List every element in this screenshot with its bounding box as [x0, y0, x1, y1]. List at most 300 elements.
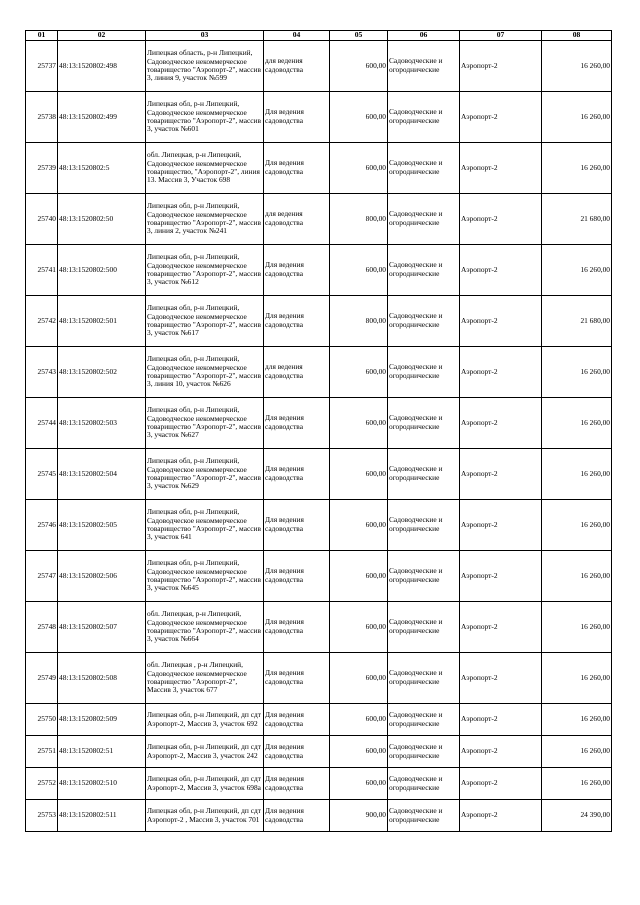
address-cell-text: обл. Липецкая, р-н Липецкий, Садоводческое некоммерческое товарищество, "Аэропорт-2", линия 13. Массив 3, Участок 698: [147, 151, 260, 185]
permitted-use: [264, 449, 330, 500]
land-category-text: Садоводческие и огороднические: [389, 414, 443, 431]
cadastral-number: [58, 398, 146, 449]
cadastral-value: [542, 245, 612, 296]
address-cell-text: Липецкая обл, р-н Липецкий, Садоводческое некоммерческое товарищество "Аэропорт-2", массив 3, участок №617: [147, 304, 261, 338]
permitted-use: [264, 194, 330, 245]
cadastral-value: [542, 41, 612, 92]
cadastral-value: [542, 551, 612, 602]
land-category: [388, 194, 460, 245]
area-cell: [330, 800, 388, 832]
cadastral-number: [58, 245, 146, 296]
land-category-text: Садоводческие и огороднические: [389, 210, 443, 227]
row-number: [26, 800, 58, 832]
permitted-use: [264, 296, 330, 347]
cadastral-number-text: 48:13:1520802:510: [59, 779, 117, 788]
area-cell-text: 600,00: [365, 163, 386, 172]
partnership-name: [460, 449, 542, 500]
land-category-text: Садоводческие и огороднические: [389, 465, 443, 482]
address-cell: [146, 602, 264, 653]
address-cell-text: Липецкая обл, р-н Липецкий, Садоводческое некоммерческое товарищество "Аэропорт-2", массив 3, участок №629: [147, 457, 261, 491]
table-row: [26, 768, 612, 800]
land-category-text: Садоводческие и огороднические: [389, 363, 443, 380]
permitted-use: [264, 398, 330, 449]
table-row: [26, 653, 612, 704]
table-body: [26, 41, 612, 832]
partnership-name: [460, 143, 542, 194]
row-number-text: 25751: [37, 747, 56, 756]
address-cell: [146, 449, 264, 500]
permitted-use-text: Для ведения садоводства: [265, 806, 304, 824]
column-header-01: 01: [26, 31, 58, 41]
land-category-text: Садоводческие и огороднические: [389, 774, 443, 792]
partnership-name: [460, 92, 542, 143]
permitted-use: [264, 500, 330, 551]
land-category: [388, 398, 460, 449]
partnership-name: [460, 398, 542, 449]
permitted-use-text: для ведения садоводства: [265, 57, 303, 74]
table-row: [26, 92, 612, 143]
cadastral-value-text: 16 260,00: [580, 469, 610, 478]
cadastral-value-text: 16 260,00: [580, 367, 610, 376]
area-cell: [330, 449, 388, 500]
address-cell: [146, 245, 264, 296]
partnership-name: [460, 500, 542, 551]
permitted-use-text: Для ведения садоводства: [265, 159, 304, 176]
address-cell-text: Липецкая обл, р-н Липецкий, Садоводческое некоммерческое товарищество "Аэропорт-2", массив 3, участок №612: [147, 253, 261, 287]
cadastral-value: [542, 602, 612, 653]
land-category: [388, 41, 460, 92]
row-number: [26, 500, 58, 551]
land-category: [388, 449, 460, 500]
partnership-name: [460, 41, 542, 92]
address-cell-text: Липецкая обл, р-н Липецкий, дп сдт Аэропорт-2 , Массив 3, участок 701: [147, 807, 261, 824]
area-cell-text: 600,00: [365, 673, 386, 682]
address-cell-text: Липецкая обл, р-н Липецкий, дп сдт Аэропорт-2, Массив 3, участок 698а: [147, 775, 261, 792]
permitted-use: [264, 92, 330, 143]
cadastral-number-text: 48:13:1520802:509: [59, 715, 117, 724]
partnership-name-text: Аэропорт-2: [461, 747, 498, 756]
cadastral-number-text: 48:13:1520802:501: [59, 316, 117, 325]
partnership-name-text: Аэропорт-2: [461, 622, 498, 631]
permitted-use-text: Для ведения садоводства: [265, 414, 304, 431]
area-cell-text: 600,00: [365, 265, 386, 274]
address-cell: [146, 194, 264, 245]
row-number-text: 25741: [37, 265, 56, 274]
partnership-name: [460, 347, 542, 398]
area-cell: [330, 41, 388, 92]
cadastral-number: [58, 449, 146, 500]
table-row: [26, 296, 612, 347]
cadastral-value-text: 16 260,00: [580, 112, 610, 121]
partnership-name: [460, 653, 542, 704]
row-number-text: 25740: [37, 214, 56, 223]
permitted-use-text: Для ведения садоводства: [265, 465, 304, 482]
row-number-text: 25750: [37, 715, 56, 724]
row-number: [26, 602, 58, 653]
permitted-use: [264, 602, 330, 653]
address-cell: [146, 92, 264, 143]
land-category: [388, 653, 460, 704]
partnership-name-text: Аэропорт-2: [461, 265, 498, 274]
cadastral-number-text: 48:13:1520802:51: [59, 747, 114, 756]
row-number-text: 25742: [37, 316, 56, 325]
permitted-use: [264, 41, 330, 92]
partnership-name: [460, 704, 542, 736]
partnership-name: [460, 768, 542, 800]
permitted-use-text: Для ведения садоводства: [265, 742, 304, 760]
area-cell: [330, 92, 388, 143]
land-category-text: Садоводческие и огороднические: [389, 159, 443, 176]
address-cell-text: Липецкая обл, р-н Липецкий, дп сдт Аэропорт-2, Массив 3, участок 242: [147, 743, 261, 760]
address-cell: [146, 653, 264, 704]
cadastral-value-text: 24 390,00: [580, 811, 610, 820]
partnership-name: [460, 602, 542, 653]
cadastral-number: [58, 92, 146, 143]
permitted-use-text: Для ведения садоводства: [265, 312, 304, 329]
area-cell-text: 600,00: [365, 367, 386, 376]
area-cell-text: 800,00: [365, 214, 386, 223]
land-category: [388, 92, 460, 143]
partnership-name-text: Аэропорт-2: [461, 316, 498, 325]
permitted-use: [264, 653, 330, 704]
cadastral-value: [542, 653, 612, 704]
address-cell-text: Липецкая обл, р-н Липецкий, Садоводческое некоммерческое товарищество "Аэропорт-2", массив 3, участок №601: [147, 100, 261, 134]
address-cell: [146, 347, 264, 398]
cadastral-value: [542, 736, 612, 768]
partnership-name-text: Аэропорт-2: [461, 418, 498, 427]
partnership-name: [460, 551, 542, 602]
partnership-name-text: Аэропорт-2: [461, 367, 498, 376]
partnership-name: [460, 245, 542, 296]
row-number-text: 25738: [37, 112, 56, 121]
land-category-text: Садоводческие и огороднические: [389, 618, 443, 635]
column-header-02: 02: [58, 31, 146, 41]
land-category: [388, 296, 460, 347]
cadastral-number-text: 48:13:1520802:503: [59, 418, 117, 427]
table-row: [26, 398, 612, 449]
row-number: [26, 398, 58, 449]
address-cell-text: Липецкая обл, р-н Липецкий, Садоводческое некоммерческое товарищество "Аэропорт-2", массив 3, линия 2, участок №241: [147, 202, 261, 236]
area-cell: [330, 653, 388, 704]
land-category-text: Садоводческие и огороднические: [389, 742, 443, 760]
cadastral-value: [542, 449, 612, 500]
area-cell-text: 600,00: [365, 571, 386, 580]
cadastral-value: [542, 347, 612, 398]
cadastral-value-text: 16 260,00: [580, 571, 610, 580]
area-cell-text: 600,00: [365, 747, 386, 756]
area-cell: [330, 296, 388, 347]
partnership-name: [460, 296, 542, 347]
cadastral-number-text: 48:13:1520802:499: [59, 112, 117, 121]
partnership-name-text: Аэропорт-2: [461, 469, 498, 478]
land-category: [388, 736, 460, 768]
area-cell-text: 600,00: [365, 112, 386, 121]
cadastral-number: [58, 296, 146, 347]
land-registry-table: [25, 30, 612, 832]
address-cell: [146, 143, 264, 194]
permitted-use-text: Для ведения садоводства: [265, 567, 304, 584]
land-category: [388, 800, 460, 832]
row-number: [26, 736, 58, 768]
row-number: [26, 704, 58, 736]
area-cell-text: 600,00: [365, 779, 386, 788]
row-number-text: 25745: [37, 469, 56, 478]
address-cell-text: обл. Липецкая , р-н Липецкий, Садоводческое некоммерческое товарищество "Аэропорт-2", Массив 3, участок 677: [147, 661, 247, 695]
land-category-text: Садоводческие и огороднические: [389, 567, 443, 584]
address-cell-text: Липецкая обл, р-н Липецкий, Садоводческое некоммерческое товарищество "Аэропорт-2", массив 3, участок №645: [147, 559, 261, 593]
cadastral-number-text: 48:13:1520802:505: [59, 520, 117, 529]
partnership-name: [460, 736, 542, 768]
land-category: [388, 602, 460, 653]
area-cell-text: 600,00: [365, 622, 386, 631]
table-row: [26, 602, 612, 653]
column-header-04: 04: [264, 31, 330, 41]
cadastral-number-text: 48:13:1520802:506: [59, 571, 117, 580]
cadastral-number: [58, 500, 146, 551]
cadastral-value: [542, 768, 612, 800]
permitted-use-text: для ведения садоводства: [265, 210, 303, 227]
land-category-text: Садоводческие и огороднические: [389, 710, 443, 728]
permitted-use-text: Для ведения садоводства: [265, 618, 304, 635]
permitted-use-text: Для ведения садоводства: [265, 774, 304, 792]
row-number-text: 25737: [37, 61, 56, 70]
cadastral-value-text: 16 260,00: [580, 715, 610, 724]
area-cell: [330, 194, 388, 245]
partnership-name-text: Аэропорт-2: [461, 163, 498, 172]
cadastral-value-text: 16 260,00: [580, 779, 610, 788]
address-cell: [146, 41, 264, 92]
partnership-name-text: Аэропорт-2: [461, 673, 498, 682]
partnership-name-text: Аэропорт-2: [461, 811, 498, 820]
row-number-text: 25749: [37, 673, 56, 682]
row-number-text: 25744: [37, 418, 56, 427]
permitted-use: [264, 800, 330, 832]
row-number: [26, 245, 58, 296]
table-row: [26, 500, 612, 551]
column-header-08: 08: [542, 31, 612, 41]
cadastral-value-text: 16 260,00: [580, 61, 610, 70]
land-category: [388, 704, 460, 736]
table-row: [26, 551, 612, 602]
permitted-use: [264, 143, 330, 194]
partnership-name-text: Аэропорт-2: [461, 715, 498, 724]
cadastral-value: [542, 143, 612, 194]
address-cell: [146, 768, 264, 800]
cadastral-number: [58, 347, 146, 398]
cadastral-number: [58, 143, 146, 194]
cadastral-number: [58, 41, 146, 92]
column-header-07: 07: [460, 31, 542, 41]
partnership-name-text: Аэропорт-2: [461, 520, 498, 529]
cadastral-number-text: 48:13:1520802:507: [59, 622, 117, 631]
cadastral-number: [58, 736, 146, 768]
cadastral-value-text: 16 260,00: [580, 265, 610, 274]
cadastral-value: [542, 500, 612, 551]
table-row: [26, 800, 612, 832]
cadastral-number: [58, 800, 146, 832]
row-number-text: 25739: [37, 163, 56, 172]
cadastral-number: [58, 602, 146, 653]
permitted-use-text: Для ведения садоводства: [265, 710, 304, 728]
partnership-name: [460, 194, 542, 245]
permitted-use: [264, 245, 330, 296]
area-cell: [330, 500, 388, 551]
table-row: [26, 736, 612, 768]
cadastral-value-text: 16 260,00: [580, 520, 610, 529]
cadastral-number-text: 48:13:1520802:500: [59, 265, 117, 274]
row-number-text: 25748: [37, 622, 56, 631]
address-cell-text: обл. Липецкая, р-н Липецкий, Садоводческое некоммерческое товарищество "Аэропорт-2", массив 3, участок №664: [147, 610, 261, 644]
cadastral-number: [58, 551, 146, 602]
address-cell: [146, 500, 264, 551]
cadastral-value-text: 16 260,00: [580, 418, 610, 427]
area-cell: [330, 551, 388, 602]
cadastral-value: [542, 296, 612, 347]
cadastral-number: [58, 194, 146, 245]
cadastral-value-text: 16 260,00: [580, 622, 610, 631]
area-cell-text: 600,00: [365, 469, 386, 478]
address-cell-text: Липецкая обл, р-н Липецкий, Садоводческое некоммерческое товарищество "Аэропорт-2", массив 3, линия 10, участок №626: [147, 355, 261, 389]
table-row: [26, 194, 612, 245]
cadastral-number-text: 48:13:1520802:50: [59, 214, 114, 223]
land-category: [388, 245, 460, 296]
partnership-name: [460, 800, 542, 832]
address-cell: [146, 800, 264, 832]
cadastral-number-text: 48:13:1520802:5: [59, 163, 110, 172]
area-cell-text: 900,00: [365, 811, 386, 820]
area-cell: [330, 602, 388, 653]
cadastral-number-text: 48:13:1520802:511: [59, 811, 117, 820]
land-category-text: Садоводческие и огороднические: [389, 516, 443, 533]
cadastral-number: [58, 653, 146, 704]
address-cell-text: Липецкая обл, р-н Липецкий, Садоводческое некоммерческое товарищество "Аэропорт-2", массив 3, участок №627: [147, 406, 261, 440]
row-number: [26, 143, 58, 194]
area-cell-text: 800,00: [365, 316, 386, 325]
land-category: [388, 347, 460, 398]
row-number: [26, 347, 58, 398]
area-cell: [330, 143, 388, 194]
permitted-use-text: Для ведения садоводства: [265, 669, 304, 686]
table-row: [26, 449, 612, 500]
land-category-text: Садоводческие и огороднические: [389, 312, 443, 329]
land-category-text: Садоводческие и огороднические: [389, 108, 443, 125]
land-category-text: Садоводческие и огороднические: [389, 806, 443, 824]
cadastral-value-text: 16 260,00: [580, 673, 610, 682]
address-cell: [146, 398, 264, 449]
row-number: [26, 194, 58, 245]
cadastral-value: [542, 92, 612, 143]
address-cell-text: Липецкая обл, р-н Липецкий, Садоводческое некоммерческое товарищество "Аэропорт-2", массив 3, участок 641: [147, 508, 261, 542]
row-number: [26, 768, 58, 800]
cadastral-number-text: 48:13:1520802:498: [59, 61, 117, 70]
partnership-name-text: Аэропорт-2: [461, 571, 498, 580]
permitted-use-text: Для ведения садоводства: [265, 516, 304, 533]
permitted-use: [264, 768, 330, 800]
table-row: [26, 245, 612, 296]
cadastral-number-text: 48:13:1520802:502: [59, 367, 117, 376]
column-header-05: 05: [330, 31, 388, 41]
row-number-text: 25753: [37, 811, 56, 820]
partnership-name-text: Аэропорт-2: [461, 214, 498, 223]
land-category-text: Садоводческие и огороднические: [389, 261, 443, 278]
partnership-name-text: Аэропорт-2: [461, 61, 498, 70]
table-row: [26, 143, 612, 194]
row-number: [26, 449, 58, 500]
address-cell-text: Липецкая область, р-н Липецкий, Садоводческое некоммерческое товарищество "Аэропорт-2", массив 3, линия 9, участок №599: [147, 49, 261, 83]
area-cell-text: 600,00: [365, 418, 386, 427]
cadastral-number-text: 48:13:1520802:504: [59, 469, 117, 478]
area-cell: [330, 398, 388, 449]
address-cell: [146, 704, 264, 736]
row-number-text: 25746: [37, 520, 56, 529]
area-cell-text: 600,00: [365, 715, 386, 724]
land-category: [388, 551, 460, 602]
land-category-text: Садоводческие и огороднические: [389, 57, 443, 74]
area-cell: [330, 704, 388, 736]
permitted-use: [264, 551, 330, 602]
permitted-use: [264, 736, 330, 768]
cadastral-value-text: 16 260,00: [580, 163, 610, 172]
cadastral-value: [542, 194, 612, 245]
land-category: [388, 500, 460, 551]
row-number: [26, 296, 58, 347]
area-cell: [330, 347, 388, 398]
row-number: [26, 653, 58, 704]
row-number: [26, 92, 58, 143]
address-cell: [146, 296, 264, 347]
permitted-use-text: Для ведения садоводства: [265, 261, 304, 278]
address-cell-text: Липецкая обл, р-н Липецкий, дп сдт Аэропорт-2, Массив 3, участок 692: [147, 711, 261, 728]
cadastral-number: [58, 768, 146, 800]
table-row: [26, 347, 612, 398]
row-number-text: 25743: [37, 367, 56, 376]
partnership-name-text: Аэропорт-2: [461, 779, 498, 788]
cadastral-value: [542, 704, 612, 736]
land-category: [388, 768, 460, 800]
row-number-text: 25747: [37, 571, 56, 580]
partnership-name-text: Аэропорт-2: [461, 112, 498, 121]
permitted-use: [264, 704, 330, 736]
header-row: [26, 31, 612, 41]
land-category: [388, 143, 460, 194]
cadastral-number: [58, 704, 146, 736]
cadastral-value-text: 16 260,00: [580, 747, 610, 756]
address-cell: [146, 736, 264, 768]
row-number: [26, 41, 58, 92]
cadastral-value-text: 21 680,00: [580, 214, 610, 223]
permitted-use-text: для ведения садоводства: [265, 363, 303, 380]
cadastral-value: [542, 398, 612, 449]
area-cell-text: 600,00: [365, 61, 386, 70]
column-header-06: 06: [388, 31, 460, 41]
area-cell: [330, 245, 388, 296]
column-header-03: 03: [146, 31, 264, 41]
address-cell: [146, 551, 264, 602]
area-cell: [330, 768, 388, 800]
table-row: [26, 704, 612, 736]
row-number: [26, 551, 58, 602]
area-cell: [330, 736, 388, 768]
area-cell-text: 600,00: [365, 520, 386, 529]
land-category-text: Садоводческие и огороднические: [389, 669, 443, 686]
cadastral-value: [542, 800, 612, 832]
permitted-use: [264, 347, 330, 398]
cadastral-value-text: 21 680,00: [580, 316, 610, 325]
row-number-text: 25752: [37, 779, 56, 788]
table-row: [26, 41, 612, 92]
permitted-use-text: Для ведения садоводства: [265, 108, 304, 125]
cadastral-number-text: 48:13:1520802:508: [59, 673, 117, 682]
